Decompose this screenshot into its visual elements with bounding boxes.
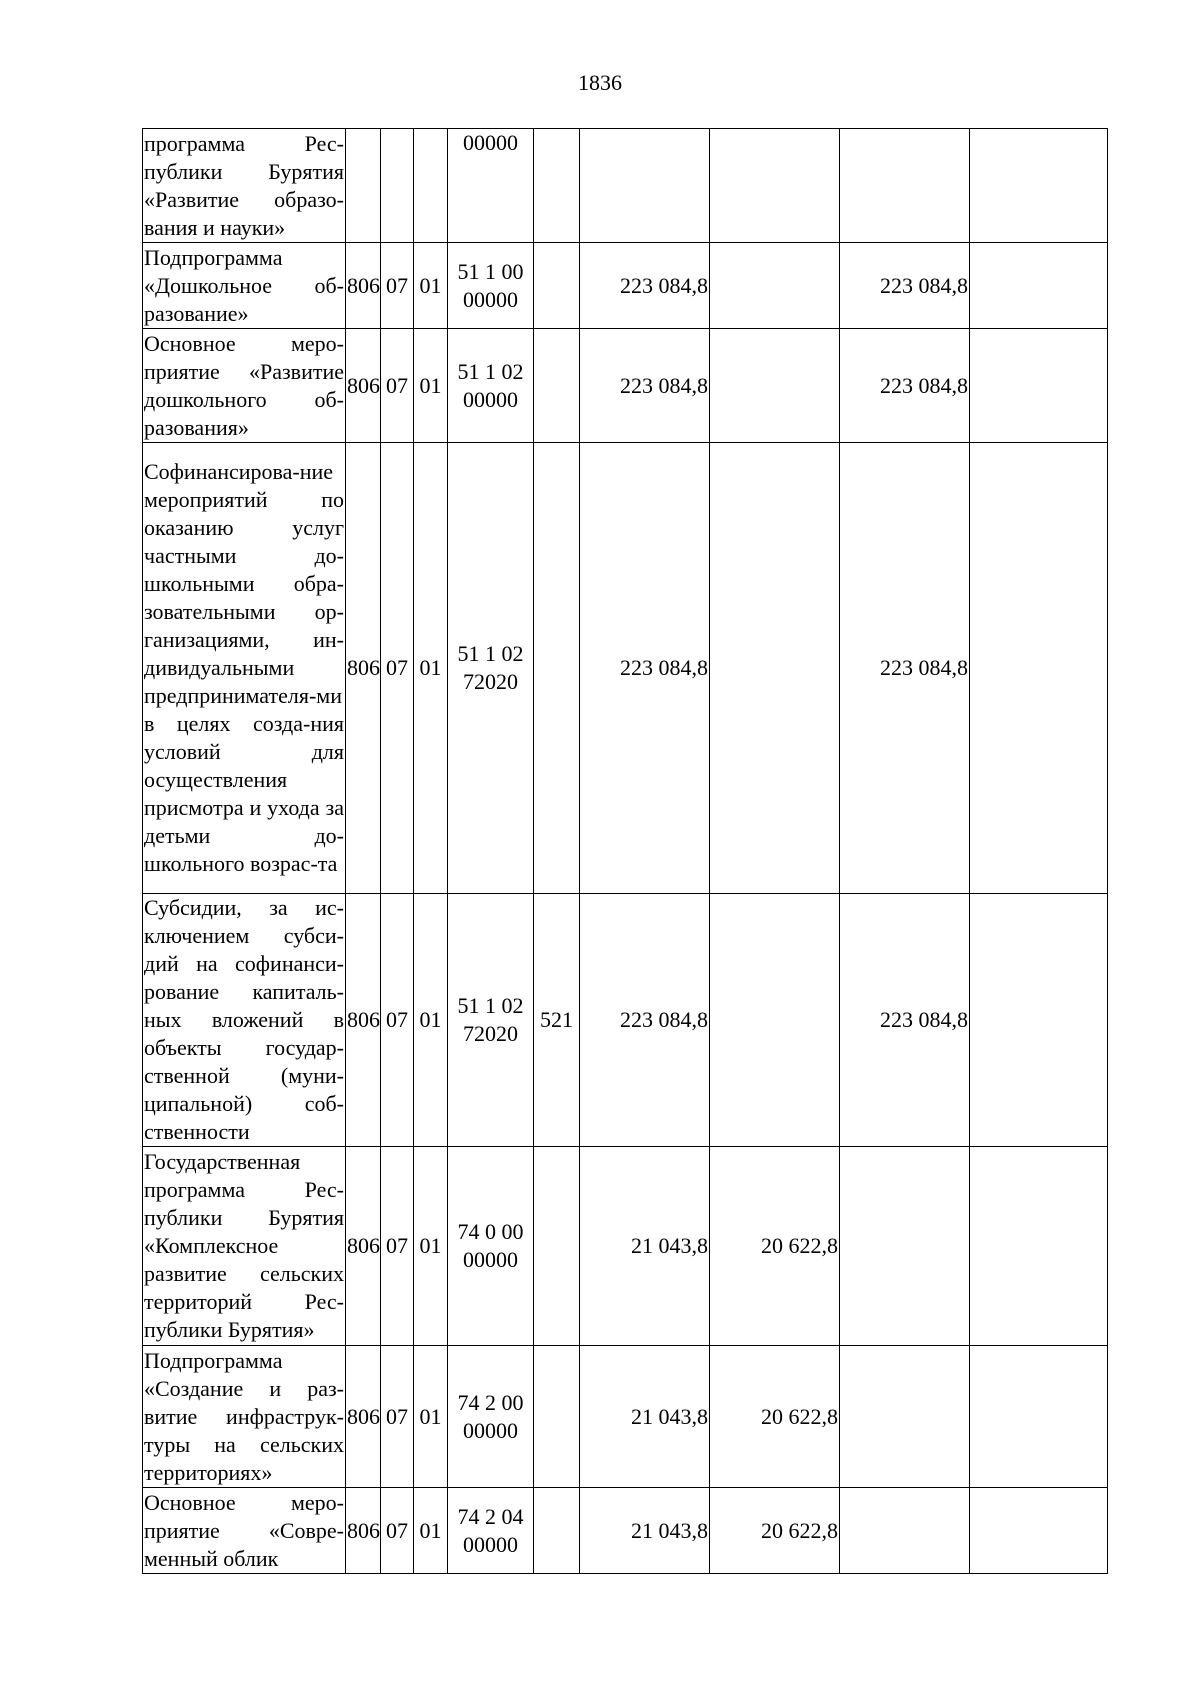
amount-col3: 223 084,8 [840, 243, 970, 329]
section-code [381, 129, 414, 243]
section-code: 07 [381, 1147, 414, 1346]
grbs-code: 806 [346, 1346, 381, 1488]
row-name: Государственная программа Рес-публики Бурятия «Комплексное развитие сельских территорий Рес-публики Бурятия» [143, 1147, 346, 1346]
target-article-code: 74 0 00 00000 [448, 1147, 534, 1346]
amount-col2: 20 622,8 [710, 1346, 840, 1488]
table-row [143, 1488, 1108, 1574]
section-code: 07 [381, 329, 414, 443]
subsection-code: 01 [414, 1346, 448, 1488]
grbs-code [346, 129, 381, 243]
subsection-code: 01 [414, 894, 448, 1147]
section-code: 07 [381, 894, 414, 1147]
amount-col3: 223 084,8 [840, 894, 970, 1147]
table-row [143, 329, 1108, 443]
target-article-code: 51 1 02 00000 [448, 329, 534, 443]
amount-total: 223 084,8 [580, 243, 710, 329]
amount-col4 [970, 894, 1108, 1147]
subsection-code [414, 129, 448, 243]
amount-col4 [970, 1346, 1108, 1488]
subsection-code: 01 [414, 329, 448, 443]
expense-type-code [534, 129, 580, 243]
section-code: 07 [381, 1488, 414, 1574]
amount-col2 [710, 443, 840, 894]
grbs-code: 806 [346, 243, 381, 329]
section-code: 07 [381, 243, 414, 329]
amount-total: 223 084,8 [580, 894, 710, 1147]
amount-col4 [970, 1147, 1108, 1346]
expense-type-code: 521 [534, 894, 580, 1147]
expense-type-code [534, 1488, 580, 1574]
row-name: Субсидии, за ис-ключением субси-дий на софинанси-рование капиталь-ных вложений в объекты государ-ственной (муни-ципальной) соб-ственности [143, 894, 346, 1147]
expense-type-code [534, 243, 580, 329]
amount-col3 [840, 129, 970, 243]
table-row [143, 243, 1108, 329]
subsection-code: 01 [414, 1488, 448, 1574]
amount-col4 [970, 243, 1108, 329]
amount-col2: 20 622,8 [710, 1147, 840, 1346]
row-name: Основное меро-приятие «Развитие дошкольного об-разования» [143, 329, 346, 443]
expense-type-code [534, 443, 580, 894]
amount-col4 [970, 443, 1108, 894]
section-code: 07 [381, 1346, 414, 1488]
target-article-code: 51 1 00 00000 [448, 243, 534, 329]
subsection-code: 01 [414, 443, 448, 894]
expense-type-code [534, 1147, 580, 1346]
section-code: 07 [381, 443, 414, 894]
amount-col3: 223 084,8 [840, 443, 970, 894]
amount-col4 [970, 1488, 1108, 1574]
amount-total: 223 084,8 [580, 443, 710, 894]
grbs-code: 806 [346, 329, 381, 443]
amount-total: 21 043,8 [580, 1147, 710, 1346]
target-article-code: 51 1 02 72020 [448, 894, 534, 1147]
page-number: 1836 [578, 70, 622, 95]
grbs-code: 806 [346, 443, 381, 894]
budget-table [142, 128, 1108, 1574]
amount-col2 [710, 243, 840, 329]
amount-col3 [840, 1346, 970, 1488]
subsection-code: 01 [414, 243, 448, 329]
row-name: Основное меро-приятие «Совре-менный облик [143, 1488, 346, 1574]
amount-total: 223 084,8 [580, 329, 710, 443]
amount-col2 [710, 129, 840, 243]
amount-col4 [970, 329, 1108, 443]
row-name: Подпрограмма «Дошкольное об-разование» [143, 243, 346, 329]
table-row [143, 894, 1108, 1147]
table-row [143, 443, 1108, 894]
amount-col3 [840, 1488, 970, 1574]
subsection-code: 01 [414, 1147, 448, 1346]
table-row [143, 129, 1108, 243]
amount-col2: 20 622,8 [710, 1488, 840, 1574]
expense-type-code [534, 329, 580, 443]
row-name: Подпрограмма «Создание и раз-витие инфраструк-туры на сельских территориях» [143, 1346, 346, 1488]
amount-col3: 223 084,8 [840, 329, 970, 443]
row-name: программа Рес-публики Бурятия «Развитие образо-вания и науки» [143, 129, 346, 243]
amount-col4 [970, 129, 1108, 243]
target-article-code: 74 2 00 00000 [448, 1346, 534, 1488]
target-article-code: 00000 [448, 129, 534, 243]
table-row [143, 1346, 1108, 1488]
target-article-code: 74 2 04 00000 [448, 1488, 534, 1574]
amount-total: 21 043,8 [580, 1346, 710, 1488]
amount-total: 21 043,8 [580, 1488, 710, 1574]
amount-col2 [710, 329, 840, 443]
amount-total [580, 129, 710, 243]
grbs-code: 806 [346, 1488, 381, 1574]
table-row [143, 1147, 1108, 1346]
grbs-code: 806 [346, 1147, 381, 1346]
row-name: Софинансирова-ние мероприятий по оказанию услуг частными до-школьными обра-зовательными ор-ганизациями, ин-дивидуальными предпринимателя-ми в целях созда-ния условий для осуществления присмотра и ухода за детьми до-школьного возрас-та [143, 443, 346, 894]
amount-col3 [840, 1147, 970, 1346]
target-article-code: 51 1 02 72020 [448, 443, 534, 894]
expense-type-code [534, 1346, 580, 1488]
grbs-code: 806 [346, 894, 381, 1147]
amount-col2 [710, 894, 840, 1147]
